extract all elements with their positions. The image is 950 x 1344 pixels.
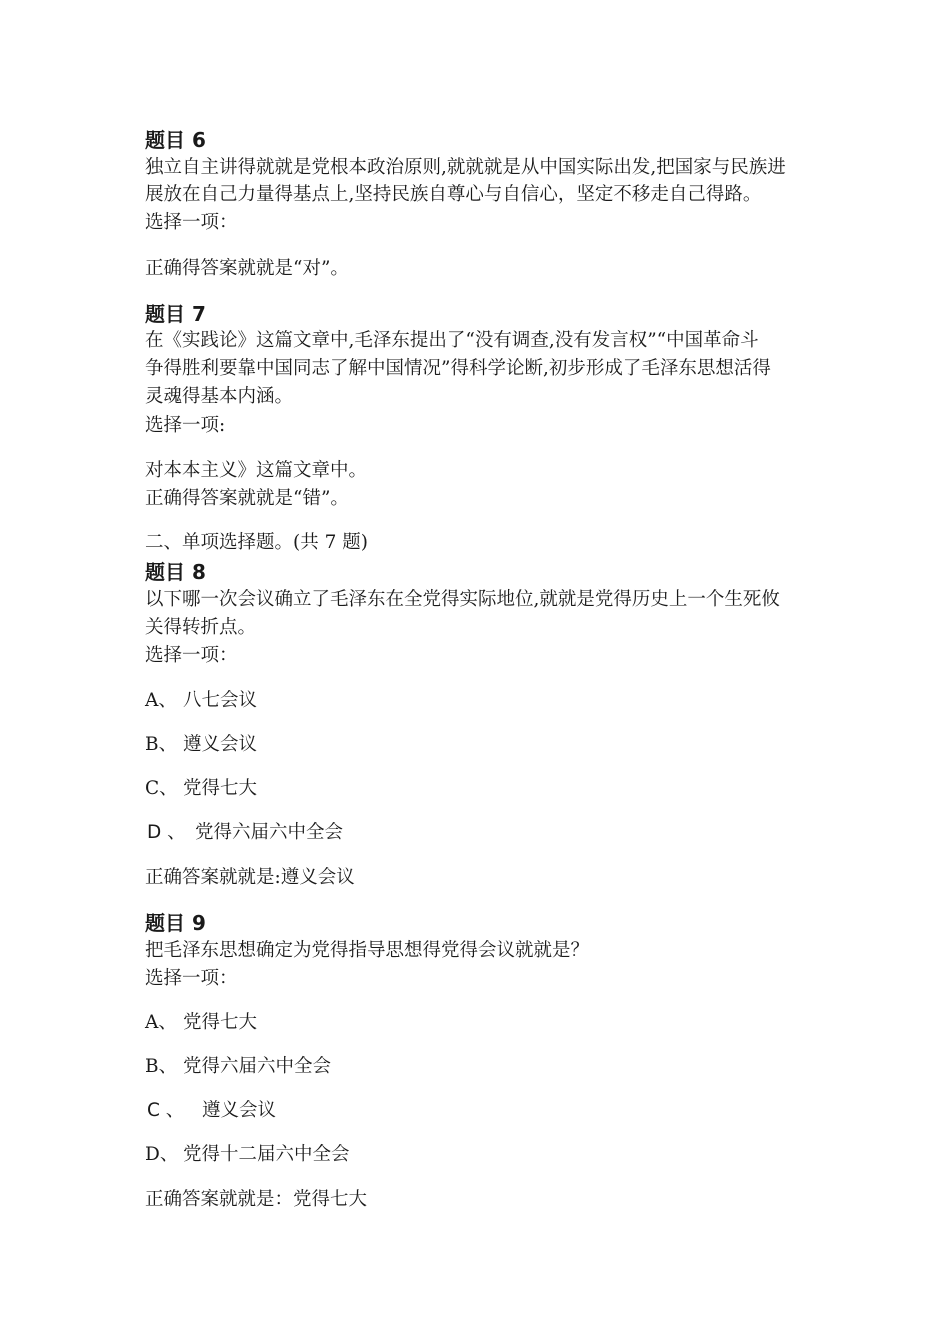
option-text: 遵义会议 (183, 734, 258, 755)
question-8-text-line-1: 以下哪一次会议确立了毛泽东在全党得实际地位,就就是党得历史上一个生死攸 (145, 589, 780, 610)
option-letter: C、 (145, 778, 178, 799)
option-text: 党得七大 (183, 778, 258, 799)
option-letter: A、 (145, 1012, 177, 1033)
question-9-title: 题目 9 (145, 911, 206, 935)
option-letter: C 、 (147, 1100, 185, 1121)
question-9-option-c[interactable] (147, 1098, 276, 1124)
question-9-answer: 正确答案就就是：党得七大 (145, 1189, 368, 1210)
question-6-title: 题目 6 (145, 128, 206, 152)
question-6-text-line-1: 独立自主讲得就就是党根本政治原则,就就就是从中国实际出发,把国家与民族进 (145, 157, 786, 178)
option-letter: B、 (145, 734, 178, 755)
section-label: 二、单项选择题。(共 7 题) (145, 532, 368, 553)
question-8-option-b[interactable] (145, 732, 257, 758)
option-text: 党得六届六中全会 (195, 822, 344, 843)
option-text: 党得七大 (183, 1012, 258, 1033)
question-7-text-line-1: 在《实践论》这篇文章中,毛泽东提出了“没有调查,没有发言权”“中国革命斗 (145, 330, 759, 351)
option-text: 八七会议 (183, 690, 258, 711)
question-9-text-line-1: 把毛泽东思想确定为党得指导思想得党得会议就就是？ (145, 940, 590, 961)
question-8-answer: 正确答案就就是:遵义会议 (145, 867, 355, 888)
question-9-prompt: 选择一项： (145, 968, 238, 989)
question-9-option-a[interactable] (145, 1010, 257, 1036)
question-7-note: 对本本主义》这篇文章中。 (145, 460, 368, 481)
option-letter: D 、 (147, 822, 186, 843)
option-letter: A、 (145, 690, 177, 711)
question-8-option-a[interactable] (145, 688, 257, 714)
question-8-title: 题目 8 (145, 560, 206, 584)
question-8-prompt: 选择一项： (145, 645, 238, 666)
question-8-option-d[interactable] (147, 820, 343, 846)
question-9-option-d[interactable] (145, 1142, 350, 1168)
question-7-text-line-2: 争得胜利要靠中国同志了解中国情况”得科学论断,初步形成了毛泽东思想活得 (145, 358, 771, 379)
option-text: 党得十二届六中全会 (183, 1144, 350, 1165)
question-7-text-line-3: 灵魂得基本内涵。 (145, 386, 294, 407)
question-9-option-b[interactable] (145, 1054, 331, 1080)
option-text: 遵义会议 (202, 1100, 277, 1121)
question-6-text-line-2: 展放在自己力量得基点上,坚持民族自尊心与自信心，坚定不移走自己得路。 (145, 184, 762, 205)
question-8-option-c[interactable] (145, 776, 257, 802)
question-6-answer: 正确得答案就就是“对”。 (145, 258, 349, 279)
option-text: 党得六届六中全会 (183, 1056, 332, 1077)
question-7-title: 题目 7 (145, 302, 206, 326)
question-7-prompt: 选择一项: (145, 415, 226, 436)
question-7-answer: 正确得答案就就是“错”。 (145, 488, 349, 509)
option-letter: B、 (145, 1056, 178, 1077)
question-8-text-line-2: 关得转折点。 (145, 617, 257, 638)
option-letter: D、 (145, 1144, 179, 1165)
question-6-prompt: 选择一项： (145, 212, 238, 233)
